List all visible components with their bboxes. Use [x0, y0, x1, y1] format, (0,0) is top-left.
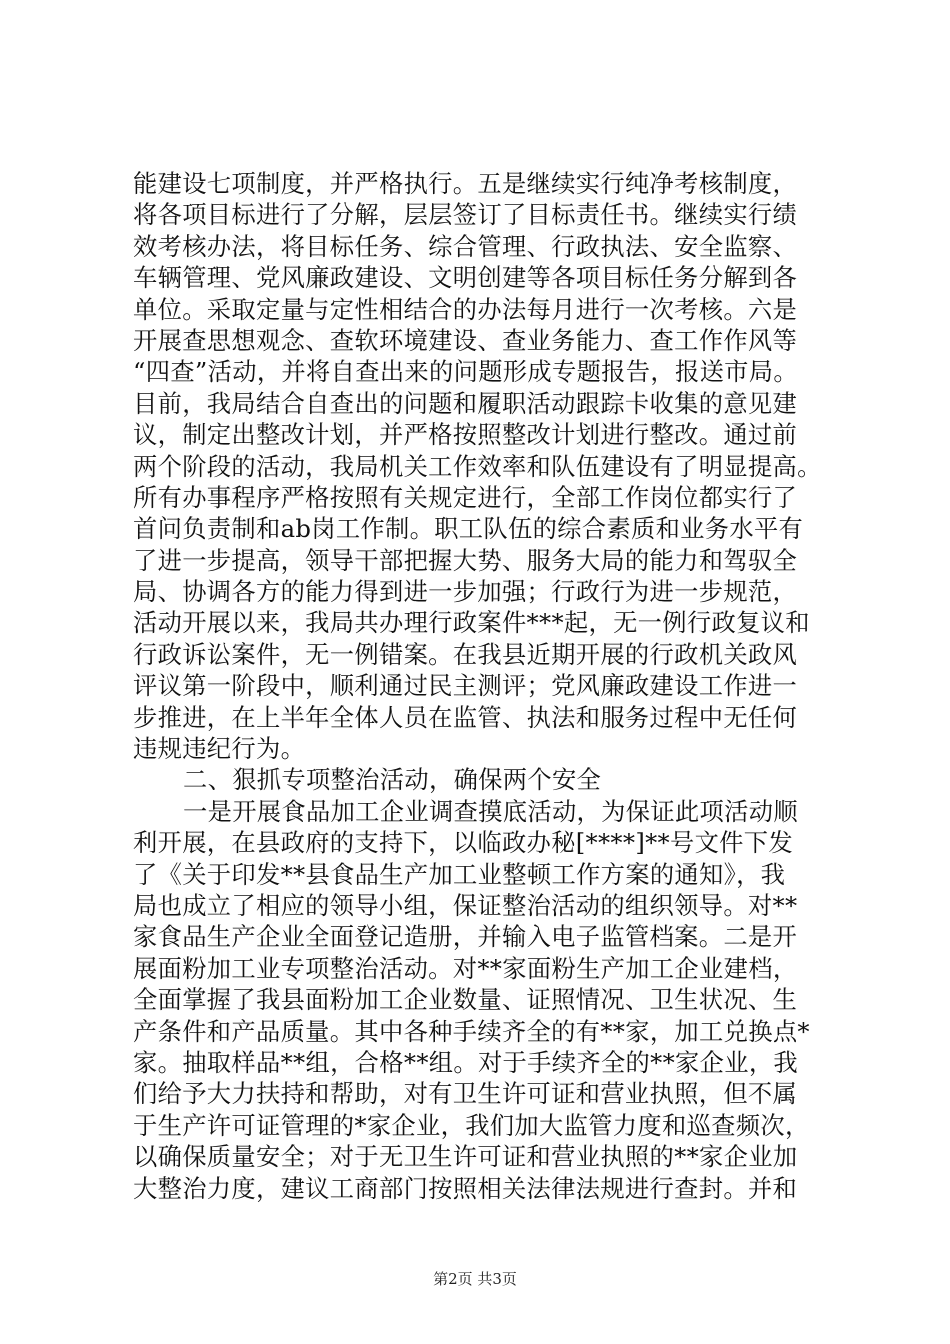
text-line: 首问负责制和ab岗工作制。职工队伍的综合素质和业务水平有: [133, 514, 804, 544]
text-line: 效考核办法，将目标任务、综合管理、行政执法、安全监察、: [133, 231, 798, 261]
text-line: 活动开展以来，我局共办理行政案件***起，无一例行政复议和: [133, 608, 810, 638]
text-line: 了进一步提高，领导干部把握大势、服务大局的能力和驾驭全: [133, 545, 798, 575]
text-line: 步推进，在上半年全体人员在监管、执法和服务过程中无任何: [133, 702, 798, 732]
text-line: 开展查思想观念、查软环境建设、查业务能力、查工作作风等: [133, 325, 798, 355]
text-line: 大整治力度，建议工商部门按照相关法律法规进行查封。并和: [133, 1173, 798, 1203]
text-line: 利开展，在县政府的支持下，以临政办秘[****]**号文件下发: [133, 828, 793, 858]
text-line: 评议第一阶段中，顺利通过民主测评；党风廉政建设工作进一: [133, 671, 798, 701]
text-line: 全面掌握了我县面粉加工企业数量、证照情况、卫生状况、生: [133, 985, 798, 1015]
text-line: 两个阶段的活动，我局机关工作效率和队伍建设有了明显提高。: [133, 451, 822, 481]
text-line: 于生产许可证管理的*家企业，我们加大监管力度和巡查频次，: [133, 1110, 810, 1140]
text-line: 家。抽取样品**组，合格**组。对于手续齐全的**家企业，我: [133, 1047, 799, 1077]
text-line: 局也成立了相应的领导小组，保证整治活动的组织领导。对**: [133, 890, 798, 920]
page-number-footer: 第2页 共3页: [433, 1270, 517, 1288]
text-line: 单位。采取定量与定性相结合的办法每月进行一次考核。六是: [133, 294, 798, 324]
text-line: 行政诉讼案件，无一例错案。在我县近期开展的行政机关政风: [133, 639, 798, 669]
section-heading: 二、狠抓专项整治活动，确保两个安全: [183, 765, 602, 795]
text-line: 目前，我局结合自查出的问题和履职活动跟踪卡收集的意见建: [133, 388, 798, 418]
text-line: 局、协调各方的能力得到进一步加强；行政行为进一步规范，: [133, 577, 798, 607]
text-line: 家食品生产企业全面登记造册，并输入电子监管档案。二是开: [133, 922, 798, 952]
text-line: 车辆管理、党风廉政建设、文明创建等各项目标任务分解到各: [133, 263, 798, 293]
text-line: 产条件和产品质量。其中各种手续齐全的有**家，加工兑换点*: [133, 1016, 810, 1046]
text-line: 所有办事程序严格按照有关规定进行，全部工作岗位都实行了: [133, 482, 798, 512]
text-line: 们给予大力扶持和帮助，对有卫生许可证和营业执照，但不属: [133, 1079, 798, 1109]
body-text: [133, 168, 833, 1204]
text-line: 能建设七项制度，并严格执行。五是继续实行纯净考核制度，: [133, 169, 798, 198]
text-line: 展面粉加工业专项整治活动。对**家面粉生产加工企业建档，: [133, 953, 798, 983]
text-line: “四查”活动，并将自查出来的问题形成专题报告，报送市局。: [133, 357, 798, 387]
text-line: 议，制定出整改计划，并严格按照整改计划进行整改。通过前: [133, 420, 798, 450]
text-line: 违规违纪行为。: [133, 734, 306, 764]
text-line: 以确保质量安全；对于无卫生许可证和营业执照的**家企业加: [133, 1142, 798, 1172]
text-line: 一是开展食品加工企业调查摸底活动，为保证此项活动顺: [183, 796, 798, 826]
text-line: 将各项目标进行了分解，层层签订了目标责任书。继续实行绩: [133, 200, 798, 230]
text-line: 了《关于印发**县食品生产加工业整顿工作方案的通知》，我: [133, 859, 786, 889]
